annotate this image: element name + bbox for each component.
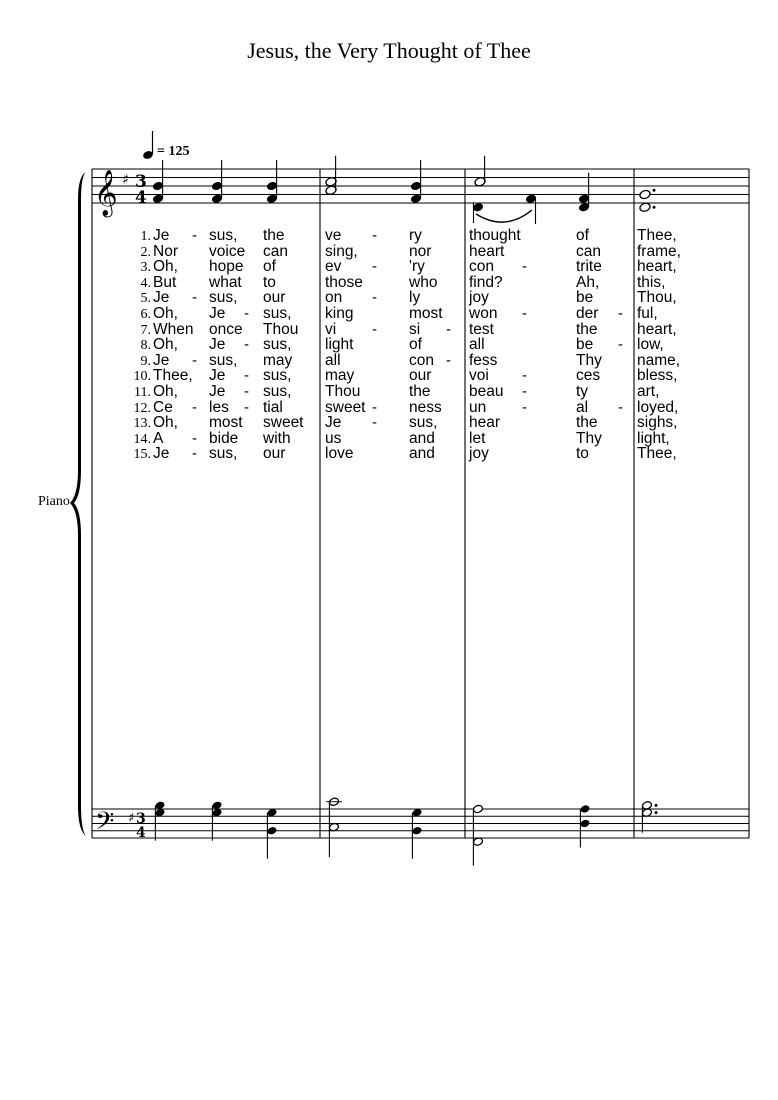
- lyric-hyphen: -: [522, 305, 527, 322]
- lyric-syllable: of: [263, 258, 276, 276]
- lyric-syllable: der: [576, 305, 599, 322]
- bass-clef-icon: 𝄢: [95, 807, 115, 842]
- lyric-hyphen: -: [372, 258, 377, 276]
- lyric-syllable: sus,: [209, 445, 238, 463]
- lyric-syllable: But: [153, 273, 177, 291]
- lyric-syllable: ty: [576, 383, 589, 400]
- lyric-syllable: les: [209, 398, 229, 416]
- quarter-notehead: [412, 826, 423, 836]
- lyric-syllable: Je: [153, 351, 170, 369]
- half-notehead: [473, 804, 484, 814]
- lyric-syllable: sus,: [263, 383, 292, 400]
- verse-number: 13.: [133, 416, 151, 432]
- lyric-syllable: our: [409, 367, 432, 385]
- lyric-syllable: the: [576, 320, 598, 338]
- lyric-syllable: Thee,: [153, 367, 193, 385]
- lyric-syllable: 'ry: [409, 258, 425, 276]
- verse-number: 7.: [140, 322, 151, 338]
- lyric-syllable: Thou: [263, 320, 299, 338]
- lyric-syllable: ry: [409, 227, 422, 244]
- lyric-syllable: sing,: [325, 242, 358, 260]
- lyric-syllable: ces: [576, 367, 601, 385]
- lyric-hyphen: -: [244, 336, 249, 354]
- lyric-syllable: won: [469, 305, 498, 322]
- lyric-hyphen: -: [372, 289, 377, 307]
- verse-number: 6.: [140, 307, 151, 322]
- lyric-syllable: low,: [637, 336, 664, 354]
- lyric-syllable: con: [469, 258, 494, 276]
- treble-clef-icon: 𝄞: [94, 170, 118, 216]
- verse-number: 9.: [140, 353, 151, 369]
- lyric-syllable: our: [263, 289, 286, 307]
- lyric-syllable: find?: [469, 273, 503, 291]
- verse-number: 8.: [140, 338, 151, 354]
- lyric-syllable: love: [325, 445, 354, 463]
- lyric-verse-15: [0, 447, 778, 463]
- lyric-syllable: may: [325, 367, 355, 385]
- lyric-syllable: art,: [637, 383, 660, 400]
- verse-number: 11.: [134, 385, 151, 400]
- half-notehead: [639, 202, 651, 213]
- lyric-syllable: heart,: [637, 258, 677, 276]
- lyric-syllable: to: [263, 273, 276, 291]
- key-signature-sharp-icon: ♯: [122, 172, 129, 188]
- lyric-hyphen: -: [244, 367, 249, 385]
- lyric-verse-10: [0, 369, 778, 385]
- lyric-syllable: of: [409, 336, 422, 354]
- lyric-syllable: Oh,: [153, 383, 178, 400]
- lyric-hyphen: -: [192, 289, 197, 307]
- lyric-hyphen: -: [244, 398, 249, 416]
- lyric-hyphen: -: [192, 227, 197, 244]
- quarter-notehead: [267, 826, 278, 836]
- lyric-syllable: sus,: [209, 289, 238, 307]
- lyric-syllable: what: [209, 273, 242, 291]
- lyric-syllable: joy: [469, 445, 489, 463]
- lyric-syllable: When: [153, 320, 194, 338]
- lyric-syllable: beau: [469, 383, 504, 400]
- verse-number: 12.: [133, 400, 151, 416]
- quarter-notehead: [580, 804, 591, 814]
- lyric-hyphen: -: [522, 367, 527, 385]
- lyric-hyphen: -: [372, 414, 377, 432]
- slur: [476, 210, 532, 222]
- quarter-notehead: [580, 819, 591, 829]
- lyric-syllable: may: [263, 351, 293, 369]
- lyric-syllable: si: [409, 320, 421, 338]
- lyric-hyphen: -: [446, 351, 451, 369]
- lyric-syllable: Oh,: [153, 336, 178, 354]
- lyric-syllable: sus,: [263, 336, 292, 354]
- lyric-syllable: vi: [325, 320, 337, 338]
- verse-number: 2.: [140, 244, 151, 260]
- lyric-hyphen: -: [192, 429, 197, 447]
- lyric-syllable: ful,: [637, 305, 658, 322]
- lyric-syllable: Je: [325, 414, 342, 432]
- verse-number: 14.: [133, 431, 151, 447]
- verse-number: 15.: [133, 447, 151, 463]
- lyric-hyphen: -: [372, 227, 377, 244]
- lyric-syllable: al: [576, 398, 589, 416]
- verse-number: 10.: [133, 369, 151, 385]
- lyric-syllable: Thee,: [637, 227, 677, 244]
- lyric-syllable: sus,: [263, 367, 292, 385]
- lyric-hyphen: -: [372, 320, 377, 338]
- lyric-syllable: our: [263, 445, 286, 463]
- lyric-syllable: hear: [469, 414, 501, 432]
- lyric-syllable: sus,: [209, 227, 238, 244]
- tempo-marking: = 125: [157, 144, 190, 159]
- augmentation-dot: [655, 804, 658, 807]
- half-notehead: [639, 189, 651, 200]
- lyric-syllable: name,: [637, 351, 681, 369]
- lyric-syllable: A: [153, 429, 164, 447]
- lyric-hyphen: -: [244, 383, 249, 400]
- lyric-syllable: Thou: [325, 383, 361, 400]
- lyric-syllable: Je: [209, 383, 226, 400]
- lyric-syllable: sighs,: [637, 414, 678, 432]
- lyric-syllable: with: [263, 429, 291, 447]
- lyric-syllable: who: [409, 273, 438, 291]
- lyric-syllable: and: [409, 429, 435, 447]
- lyric-syllable: thought: [469, 227, 521, 244]
- lyric-syllable: Je: [153, 227, 170, 244]
- lyric-syllable: Ce: [153, 398, 173, 416]
- lyric-syllable: be: [576, 289, 594, 307]
- augmentation-dot: [653, 189, 656, 192]
- lyric-syllable: Nor: [153, 242, 178, 260]
- verse-number: 5.: [140, 291, 151, 307]
- key-signature-sharp-icon: ♯: [128, 811, 135, 826]
- time-signature-denominator: 4: [135, 188, 147, 208]
- lyric-syllable: Je: [209, 367, 226, 385]
- lyric-syllable: Je: [209, 305, 226, 322]
- lyric-syllable: heart,: [637, 320, 677, 338]
- verse-number: 4.: [140, 275, 151, 291]
- lyric-syllable: light,: [637, 429, 670, 447]
- lyric-syllable: the: [263, 227, 285, 244]
- lyric-hyphen: -: [522, 383, 527, 400]
- lyric-syllable: voi: [469, 367, 489, 385]
- lyric-syllable: most: [409, 305, 443, 322]
- lyric-syllable: trite: [576, 258, 602, 276]
- verse-number: 3.: [140, 260, 151, 276]
- lyric-syllable: ev: [325, 258, 342, 276]
- lyric-syllable: bless,: [637, 367, 678, 385]
- lyric-syllable: fess: [469, 351, 498, 369]
- lyric-syllable: Thou,: [637, 289, 677, 307]
- lyric-syllable: the: [409, 383, 431, 400]
- time-signature-numerator: 3: [135, 172, 147, 192]
- lyric-hyphen: -: [192, 445, 197, 463]
- lyric-syllable: sus,: [263, 305, 292, 322]
- lyric-syllable: sus,: [409, 414, 438, 432]
- lyric-syllable: tial: [263, 398, 283, 416]
- lyric-syllable: all: [469, 336, 485, 354]
- time-signature-numerator: 3: [136, 811, 146, 827]
- lyric-syllable: this,: [637, 273, 666, 291]
- lyric-syllable: king: [325, 305, 354, 322]
- lyric-syllable: Oh,: [153, 305, 178, 322]
- lyric-syllable: the: [576, 414, 598, 432]
- lyric-syllable: ness: [409, 398, 442, 416]
- lyric-syllable: to: [576, 445, 589, 463]
- lyric-syllable: Je: [209, 336, 226, 354]
- lyric-hyphen: -: [244, 305, 249, 322]
- lyric-syllable: un: [469, 398, 487, 416]
- lyric-syllable: once: [209, 320, 243, 338]
- instrument-label: Piano: [38, 494, 70, 509]
- lyric-syllable: those: [325, 273, 363, 291]
- lyric-syllable: ly: [409, 289, 421, 307]
- lyric-syllable: hope: [209, 258, 244, 276]
- lyric-syllable: let: [469, 429, 486, 447]
- lyric-syllable: can: [263, 242, 288, 260]
- lyric-syllable: us: [325, 429, 342, 447]
- lyric-syllable: and: [409, 445, 435, 463]
- lyric-syllable: on: [325, 289, 343, 307]
- lyric-hyphen: -: [446, 320, 451, 338]
- lyric-syllable: Thy: [576, 429, 602, 447]
- lyric-syllable: Oh,: [153, 258, 178, 276]
- lyric-syllable: Je: [153, 445, 170, 463]
- lyric-hyphen: -: [522, 398, 527, 416]
- lyric-syllable: of: [576, 227, 589, 244]
- time-signature-denominator: 4: [136, 825, 146, 841]
- lyric-syllable: Thy: [576, 351, 602, 369]
- augmentation-dot: [655, 811, 658, 814]
- lyric-hyphen: -: [618, 305, 623, 322]
- lyric-syllable: joy: [469, 289, 489, 307]
- lyric-hyphen: -: [192, 398, 197, 416]
- verse-number: 1.: [140, 229, 151, 244]
- lyric-syllable: heart: [469, 242, 505, 260]
- lyric-syllable: voice: [209, 242, 246, 260]
- lyric-syllable: Ah,: [576, 273, 600, 291]
- lyric-hyphen: -: [192, 351, 197, 369]
- lyric-syllable: all: [325, 351, 341, 369]
- lyric-syllable: test: [469, 320, 494, 338]
- lyric-hyphen: -: [372, 398, 377, 416]
- lyric-syllable: Thee,: [637, 445, 677, 463]
- lyric-syllable: Je: [153, 289, 170, 307]
- lyric-hyphen: -: [522, 258, 527, 276]
- lyric-hyphen: -: [618, 398, 623, 416]
- score-title: Jesus, the Very Thought of Thee: [247, 38, 531, 63]
- augmentation-dot: [653, 206, 656, 209]
- lyric-syllable: loyed,: [637, 398, 679, 416]
- lyric-syllable: sweet: [263, 414, 304, 432]
- lyric-syllable: light: [325, 336, 354, 354]
- lyric-syllable: sweet: [325, 398, 366, 416]
- lyric-syllable: frame,: [637, 242, 681, 260]
- lyric-syllable: bide: [209, 429, 239, 447]
- lyric-syllable: ve: [325, 227, 342, 244]
- lyric-verse-5: [0, 291, 778, 307]
- lyric-syllable: be: [576, 336, 594, 354]
- lyric-hyphen: -: [618, 336, 623, 354]
- lyric-syllable: sus,: [209, 351, 238, 369]
- lyric-syllable: nor: [409, 242, 432, 260]
- lyric-syllable: can: [576, 242, 601, 260]
- lyric-syllable: most: [209, 414, 243, 432]
- lyric-syllable: Oh,: [153, 414, 178, 432]
- lyric-syllable: con: [409, 351, 434, 369]
